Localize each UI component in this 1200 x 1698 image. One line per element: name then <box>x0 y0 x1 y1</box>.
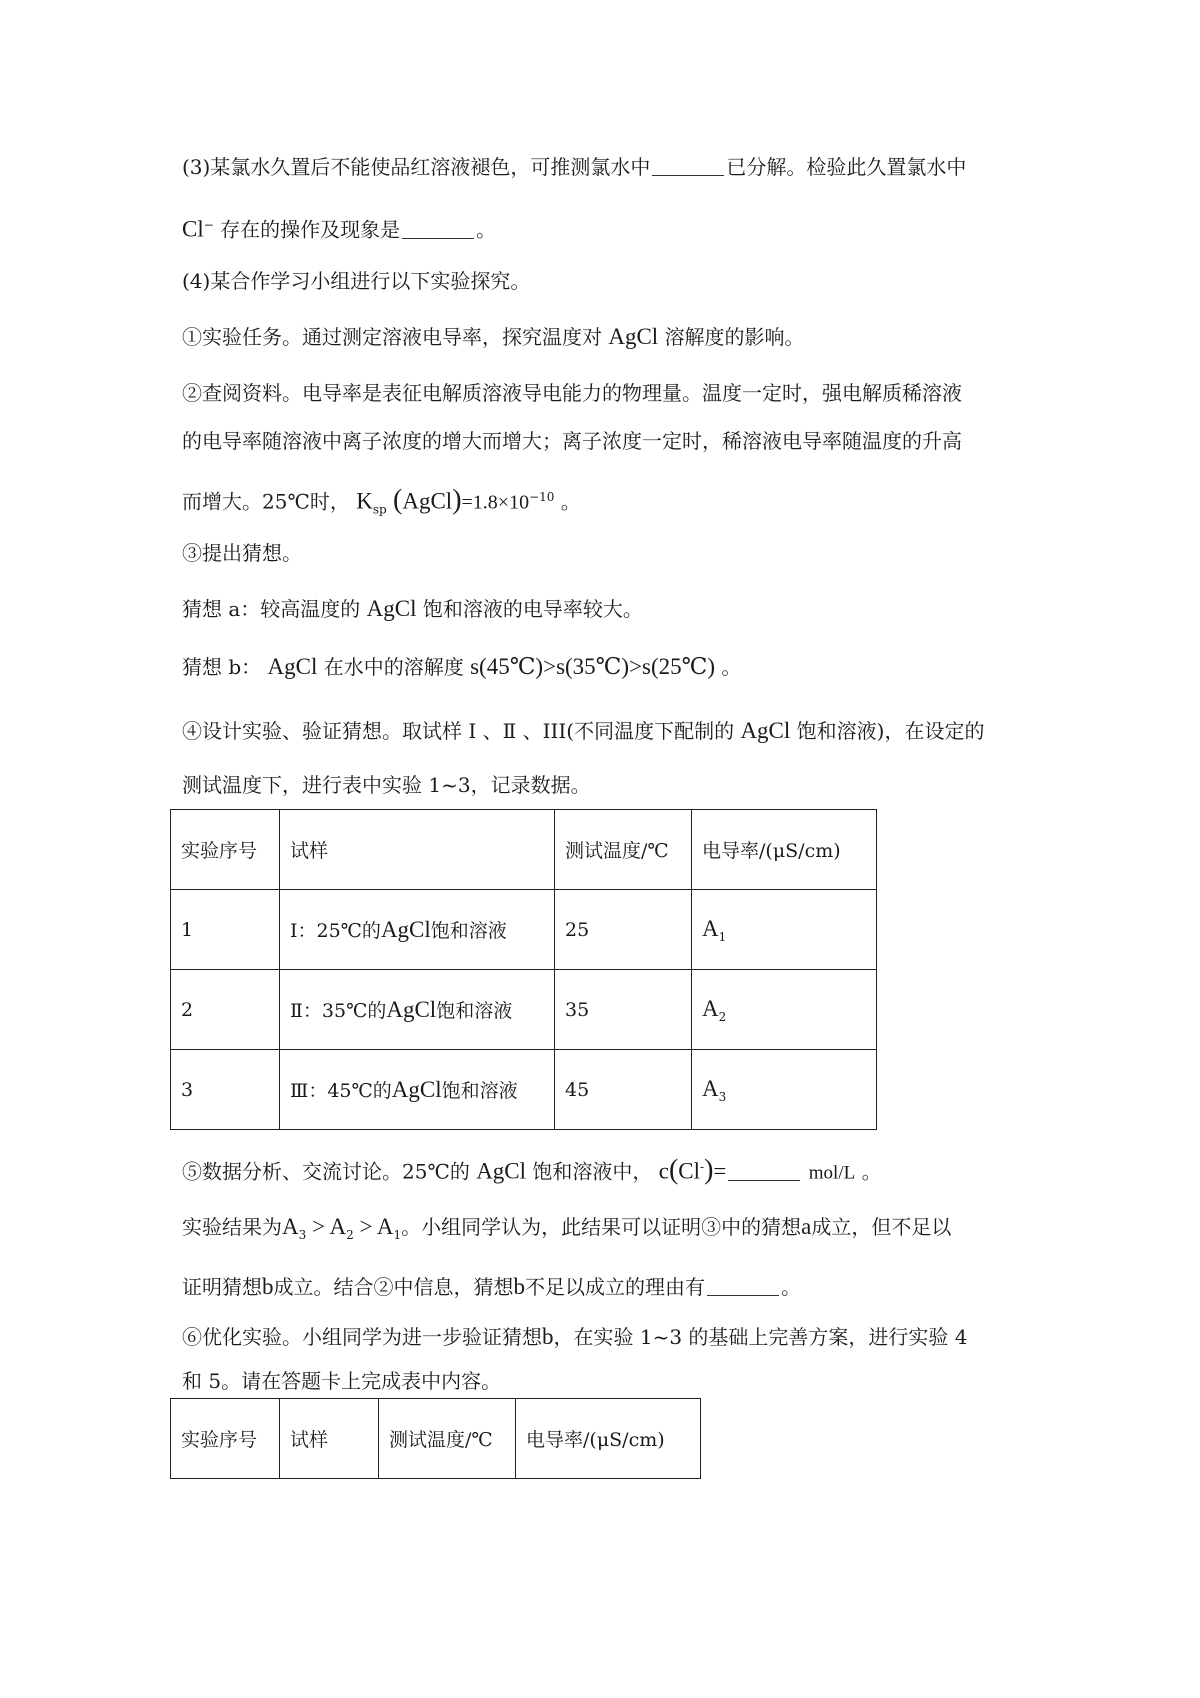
table-row: 3 Ⅲ：45℃的AgCl饱和溶液 45 $A_3$ <box>171 1050 877 1130</box>
guess-b-line: 猜想 b： AgCl 在水中的溶解度 s(45℃)>s(35℃)>s(25℃) 。 <box>182 654 742 679</box>
answer-blank <box>707 1277 779 1296</box>
q3-line-1: (3)某氯水久置后不能使品红溶液褪色，可推测氯水中 已分解。检验此久置氯水中 <box>182 155 967 179</box>
experiment-table-1 <box>170 809 877 1130</box>
step4-line-1: ④设计实验、验证猜想。取试样 Ⅰ 、Ⅱ 、III(不同温度下配制的 AgCl 饱和溶液)，在设定的 <box>182 718 985 743</box>
step3-line: ③提出猜想。 <box>182 541 302 565</box>
answer-blank <box>402 220 474 239</box>
experiment-table-2 <box>170 1398 701 1479</box>
table-row: 2 Ⅱ：35℃的AgCl饱和溶液 35 $A_2$ <box>171 970 877 1050</box>
header-cell: 试样 <box>280 810 555 890</box>
header-cell: 试样 <box>280 1399 379 1479</box>
guess-a-line: 猜想 a：较高温度的 AgCl 饱和溶液的电导率较大。 <box>182 596 643 621</box>
header-cell: 测试温度/℃ <box>555 810 692 890</box>
answer-blank <box>728 1162 800 1181</box>
table-header-row <box>171 810 877 890</box>
answer-blank <box>652 157 724 176</box>
step6-line-2: 和 5。请在答题卡上完成表中内容。 <box>182 1369 502 1393</box>
table-row: 1 Ⅰ：25℃的AgCl饱和溶液 25 $A_1$ <box>171 890 877 970</box>
step2-line-2: 的电导率随溶液中离子浓度的增大而增大；离子浓度一定时，稀溶液电导率随温度的升高 <box>182 429 962 453</box>
header-cell: 测试温度/℃ <box>379 1399 516 1479</box>
step6-line-1: ⑥优化实验。小组同学为进一步验证猜想b，在实验 1~3 的基础上完善方案，进行实验 4 <box>182 1324 968 1349</box>
step2-line-3: 而增大。25℃时， $K_{sp}$ $(AgCl)=1.8\times 10^{-10}$ 。 <box>182 484 581 517</box>
table-header-row <box>171 1399 701 1479</box>
result-line-1: 实验结果为$A_3 > A_2 > A_1$。小组同学认为，此结果可以证明③中的猜想a成立，但不足以 <box>182 1214 952 1242</box>
header-cell: 实验序号 <box>171 810 280 890</box>
step5-line: ⑤数据分析、交流讨论。25℃的 AgCl 饱和溶液中， c(Cl-)= mol/L 。 <box>182 1154 882 1186</box>
step4-line-2: 测试温度下，进行表中实验 1~3，记录数据。 <box>182 773 591 797</box>
result-line-2: 证明猜想b成立。结合②中信息，猜想b不足以成立的理由有 。 <box>182 1274 801 1299</box>
q4-line: (4)某合作学习小组进行以下实验探究。 <box>182 269 531 293</box>
header-cell: 电导率/(μS/cm) <box>692 810 877 890</box>
step2-line-1: ②查阅资料。电导率是表征电解质溶液导电能力的物理量。温度一定时，强电解质稀溶液 <box>182 381 962 405</box>
q3-line-2: Cl− 存在的操作及现象是 。 <box>182 216 497 242</box>
step1-line: ①实验任务。通过测定溶液电导率，探究温度对 AgCl 溶解度的影响。 <box>182 324 805 349</box>
header-cell: 电导率/(μS/cm) <box>516 1399 701 1479</box>
header-cell: 实验序号 <box>171 1399 280 1479</box>
